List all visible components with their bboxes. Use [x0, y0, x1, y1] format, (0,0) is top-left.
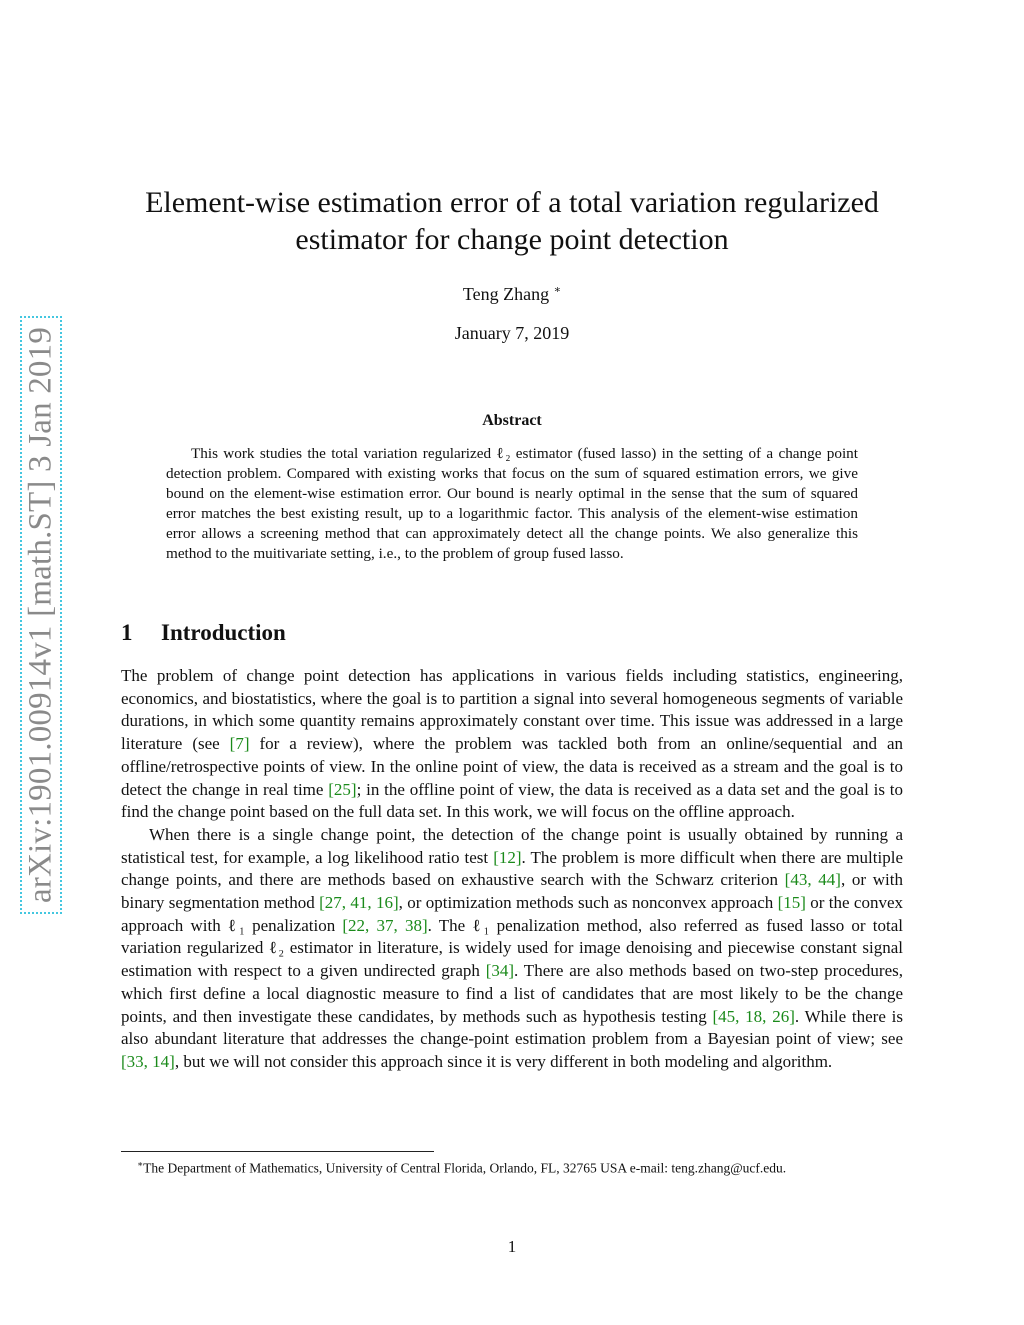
text-run: , or optimization methods such as nonconvex approach [398, 893, 778, 913]
introduction-body [121, 665, 903, 1074]
citation-link[interactable]: [25] [328, 779, 357, 799]
section-heading [121, 620, 286, 646]
footnote-divider [121, 1151, 434, 1152]
author-footnote-mark: ∗ [553, 284, 562, 296]
paper-date: January 7, 2019 [454, 323, 570, 343]
text-run: When there is a single change point, the detection of the change point is usually obtained by running a statistical test, for example, a log likelihood ratio test [121, 824, 903, 867]
title-line-2: estimator for change point detection [295, 223, 729, 256]
abstract-heading: Abstract [482, 412, 542, 429]
text-run: ; in the offline point of view, the data is received as a data set and the goal is to find the change point based on the full data set. In this work, we will focus on the offline approach. [121, 779, 903, 822]
text-run: . The problem is more difficult when there are multiple change points, and there are methods based on exhaustive search with the Schwarz criterion [121, 847, 903, 890]
abstract-text: This work studies the total variation regularized ℓ₂ estimator (fused lasso) in the setting of a change point detection problem. Compared with existing works that focus on the sum of squared estimation errors, we give bound on the element-wise estimation error. Our bound is nearly optimal in the sense that the sum of squared error matches the best existing result, up to a logarithmic factor. This analysis of the element-wise estimation error allows a screening method that can approximately detect all the change points. We also generalize this method to the muitivariate setting, i.e., to the problem of group fused lasso. [166, 445, 858, 563]
footnote [121, 1155, 903, 1178]
text-run: . There are also methods based on two-step procedures, which first define a local diagnostic measure to find a list of candidates that are most likely to be the change points, and then investigate these candidates, by methods such as hypothesis testing [121, 961, 903, 1026]
paper-title [140, 184, 884, 258]
citation-link[interactable]: [45, 18, 26] [712, 1006, 795, 1026]
text-run: . While there is also abundant literature that addresses the change-point estimation problem from a Bayesian point of view; see [121, 1006, 903, 1049]
text-run: for a review), where the problem was tackled both from an online/sequential and an offline/retrospective points of view. In the online point of view, the data is received as a stream and the goal is to detect the change in real time [121, 734, 904, 799]
citation-link[interactable]: [22, 37, 38] [342, 915, 428, 935]
citation-link[interactable]: [33, 14] [121, 1051, 175, 1071]
citation-link[interactable]: [15] [777, 893, 806, 913]
citation-link[interactable]: [34] [485, 961, 515, 981]
footnote-text: The Department of Mathematics, University of Central Florida, Orlando, FL, 32765 USA e-mail: teng.zhang@ucf.edu. [143, 1160, 787, 1176]
text-run: , or with binary segmentation method [121, 870, 904, 913]
section-number: 1 [121, 620, 133, 645]
text-run: The problem of change point detection has applications in various fields including statistics, engineering, economics, and biostatistics, where the goal is to partition a signal into several homogeneous segments of variable durations, in which some quantity remains approximately constant over time. This issue was addressed in a large literature (see [121, 666, 903, 754]
citation-link[interactable]: [12] [493, 847, 522, 867]
arxiv-id: arXiv:1901.00914v1 [math.ST] 3 Jan 2019 [22, 326, 59, 904]
text-run: . The ℓ₁ penalization method, also referred as fused lasso or total variation regularized ℓ₂ estimator in literature, is widely used for image denoising and piecewise constant signal estimation with respect to a given undirected graph [121, 915, 903, 981]
text-run: , but we will not consider this approach since it is very different in both modeling and algorithm. [174, 1051, 833, 1071]
intro-paragraph-2 [121, 824, 903, 1074]
citation-link[interactable]: [43, 44] [784, 870, 841, 890]
section-title: Introduction [161, 620, 286, 645]
text-run: or the convex approach with ℓ₁ penalization [121, 893, 903, 935]
intro-paragraph-1 [121, 665, 903, 824]
title-line-1: Element-wise estimation error of a total variation regularized [145, 186, 879, 219]
citation-link[interactable]: [27, 41, 16] [319, 893, 399, 913]
citation-link[interactable]: [7] [229, 734, 250, 754]
arxiv-stamp [20, 316, 62, 914]
author-name: Teng Zhang [462, 284, 550, 304]
author-line [0, 283, 1024, 305]
page-number: 1 [507, 1237, 517, 1256]
footnote-mark: ∗ [137, 1159, 144, 1169]
